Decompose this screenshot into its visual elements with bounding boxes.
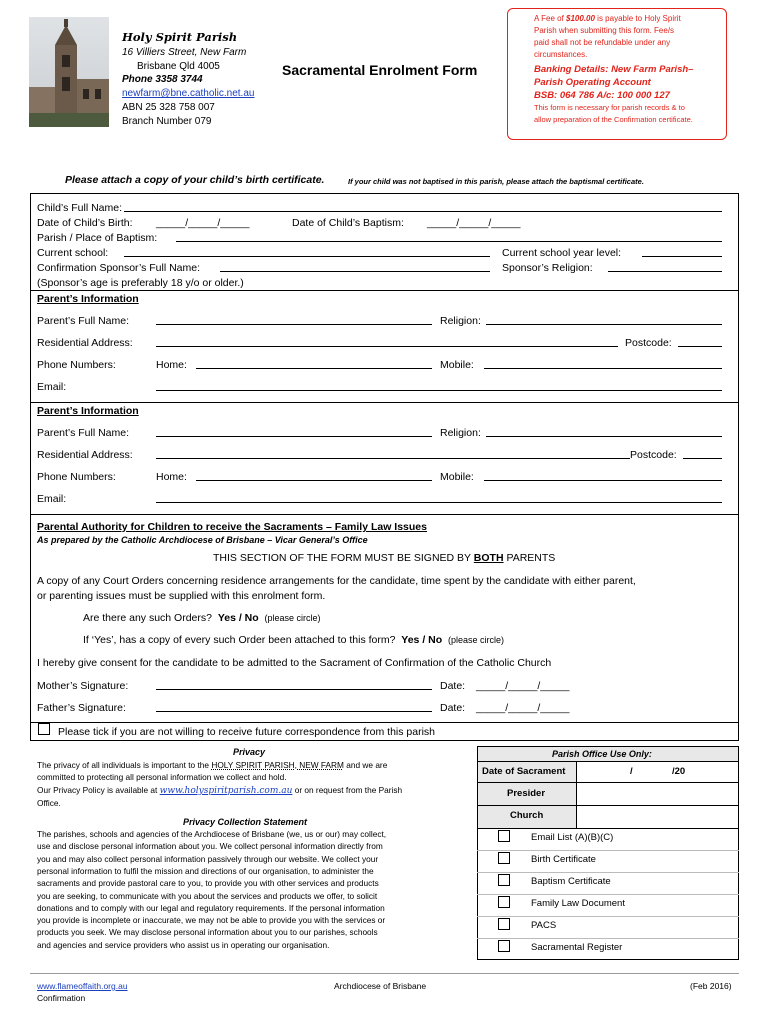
date-of-sacrament-year: /20 (672, 766, 686, 777)
parent2-name-label: Parent’s Full Name: (37, 427, 130, 439)
parent1-email-field[interactable] (156, 381, 722, 391)
baptism-date-label: Date of Child’s Baptism: (292, 217, 404, 229)
parent1-address-label: Residential Address: (37, 337, 133, 349)
parent2-home-field[interactable] (196, 471, 432, 481)
parent1-postcode-label: Postcode: (625, 337, 672, 349)
parent2-phone-label: Phone Numbers: (37, 471, 116, 483)
collection-line: you and may also collect personal information passively through our website. We collect your (37, 853, 379, 864)
parent1-home-field[interactable] (196, 359, 432, 369)
office-item-label: Email List (A)(B)(C) (531, 832, 614, 843)
collection-line: personal information to fulfil the mission and directions of our organisation, to administer the (37, 865, 374, 876)
privacy-p2-line1: Our Privacy Policy is available at www.holyspiritparish.com.au or on request from the Parish (37, 785, 403, 796)
church-photo (29, 17, 109, 127)
collection-line: The parishes, schools and agencies of the Archdiocese of Brisbane (we, us or our) may collect, (37, 829, 387, 839)
parent2-heading: Parent’s Information (37, 405, 139, 417)
father-date-field[interactable]: _____/_____/_____ (476, 702, 570, 714)
parent1-postcode-field[interactable] (678, 337, 722, 347)
parent1-email-label: Email: (37, 381, 67, 393)
authority-heading: Parental Authority for Children to receive the Sacraments – Family Law Issues (37, 521, 427, 533)
collection-line: you provide is incomplete or inaccurate, we may not be able to provide you with the services or (37, 915, 386, 926)
office-item-checkbox[interactable] (498, 896, 510, 908)
father-signature-field[interactable] (156, 702, 432, 712)
parent2-home-label: Home: (156, 471, 187, 483)
note-line2: allow preparation of the Confirmation certificate. (534, 115, 693, 124)
branch-number: Branch Number 079 (122, 116, 212, 127)
presider-label: Presider (507, 788, 546, 799)
parent2-mobile-field[interactable] (484, 471, 722, 481)
mother-date-label: Date: (440, 680, 466, 692)
collection-heading: Privacy Collection Statement (183, 817, 308, 827)
authority-subheading: As prepared by the Catholic Archdiocese of Brisbane – Vicar General’s Office (37, 535, 368, 545)
no-correspondence-label: Please tick if you are not willing to receive future correspondence from this parish (58, 726, 436, 738)
parent1-name-label: Parent’s Full Name: (37, 315, 130, 327)
parent1-home-label: Home: (156, 359, 187, 371)
office-item-checkbox[interactable] (498, 874, 510, 886)
orders-question: Are there any such Orders? Yes / No (please circle) (83, 612, 321, 624)
collection-line: sacraments and provide pastoral care to you, to provide you with other services and products (37, 878, 379, 889)
year-level-field[interactable] (642, 247, 722, 257)
privacy-p2-line2: Office. (37, 798, 61, 808)
orders-attached-question: If ‘Yes’, has a copy of every such Order been attached to this form? Yes / No (please circle) (83, 634, 505, 646)
phone: Phone 3358 3744 (122, 74, 203, 85)
banking-line2: Parish Operating Account (534, 77, 651, 88)
mother-signature-label: Mother’s Signature: (37, 680, 129, 692)
footer-sub: Confirmation (37, 993, 86, 1003)
office-item-checkbox[interactable] (498, 852, 510, 864)
privacy-p1-line2: committed to protecting all personal information we collect and hold. (37, 772, 287, 782)
parent1-name-field[interactable] (156, 315, 432, 325)
sponsor-name-field[interactable] (220, 262, 490, 272)
collection-line: you are seeking, to communicate with you about the services and products we offer, to solicit (37, 890, 378, 901)
form-title: Sacramental Enrolment Form (282, 62, 478, 78)
consent-statement: I hereby give consent for the candidate to be admitted to the Sacrament of Confirmation of the Catholic Church (37, 657, 552, 669)
footer-website[interactable]: www.flameoffaith.org.au (37, 981, 128, 991)
place-baptism-field[interactable] (176, 232, 722, 242)
office-item-label: Birth Certificate (531, 854, 596, 865)
parent1-heading: Parent’s Information (37, 293, 139, 305)
parent2-email-label: Email: (37, 493, 67, 505)
parent2-postcode-label: Postcode: (630, 449, 677, 461)
banking-line1: Banking Details: New Farm Parish– (534, 64, 694, 75)
mother-date-field[interactable]: _____/_____/_____ (476, 680, 570, 692)
sponsor-name-label: Confirmation Sponsor’s Full Name: (37, 262, 201, 274)
parent2-email-field[interactable] (156, 493, 722, 503)
court-orders-line2: or parenting issues must be supplied with this enrolment form. (37, 590, 326, 602)
parish-name: Holy Spirit Parish (122, 30, 238, 44)
court-orders-line1: A copy of any Court Orders concerning residence arrangements for the candidate, time spent by the candidate with either parent, (37, 575, 636, 587)
office-item-label: Sacramental Register (531, 942, 623, 953)
privacy-p1-line1: The privacy of all individuals is important to the HOLY SPIRIT PARISH, NEW FARM and we are (37, 760, 388, 770)
parent2-name-field[interactable] (156, 427, 432, 437)
parent2-mobile-label: Mobile: (440, 471, 474, 483)
collection-line: donations and to comply with our legal and regulatory requirements. If the personal information (37, 902, 385, 913)
parent1-mobile-field[interactable] (484, 359, 722, 369)
collection-line: and agencies and service providers who assist us in operating our organisation. (37, 939, 330, 950)
privacy-policy-link[interactable]: www.holyspiritparish.com.au (159, 786, 293, 796)
collection-line: use and disclose personal information about you. We collect personal information directly from (37, 841, 383, 852)
address-line1: 16 Villiers Street, New Farm (122, 47, 247, 58)
banking-line3: BSB: 064 786 A/c: 100 000 127 (534, 90, 670, 101)
parent2-address-label: Residential Address: (37, 449, 133, 461)
baptism-date-field[interactable]: _____/_____/_____ (427, 217, 521, 229)
collection-line: products you seek. We may disclose personal information about you to our parishes, schools (37, 927, 378, 938)
year-level-label: Current school year level: (502, 247, 622, 259)
mother-signature-field[interactable] (156, 680, 432, 690)
fee-line3: paid shall not be refundable under any (534, 38, 671, 47)
parent2-postcode-field[interactable] (683, 449, 722, 459)
sponsor-age-note: (Sponsor’s age is preferably 18 y/o or older.) (37, 277, 244, 289)
signed-both-note: THIS SECTION OF THE FORM MUST BE SIGNED BY BOTH PARENTS (213, 552, 556, 564)
parent1-religion-label: Religion: (440, 315, 481, 327)
attach-note: Please attach a copy of your child’s birth certificate. (65, 174, 325, 186)
parent1-address-field[interactable] (156, 337, 618, 347)
sponsor-religion-label: Sponsor’s Religion: (502, 262, 593, 274)
address-line2: Brisbane Qld 4005 (137, 61, 220, 72)
parent2-address-field[interactable] (156, 449, 630, 459)
footer-date: (Feb 2016) (690, 981, 732, 991)
privacy-heading: Privacy (233, 747, 266, 757)
child-full-name-label: Child’s Full Name: (37, 202, 122, 214)
school-field[interactable] (124, 247, 490, 257)
parent2-religion-label: Religion: (440, 427, 481, 439)
office-item-checkbox[interactable] (498, 940, 510, 952)
father-date-label: Date: (440, 702, 466, 714)
footer-center: Archdiocese of Brisbane (334, 981, 427, 991)
date-of-sacrament-slash: / (630, 766, 633, 777)
parent2-religion-field[interactable] (486, 427, 722, 437)
fee-line4: circumstances. (534, 50, 588, 59)
office-item-checkbox[interactable] (498, 830, 510, 842)
dob-label: Date of Child’s Birth: (37, 217, 133, 229)
parent1-religion-field[interactable] (486, 315, 722, 325)
church-label: Church (510, 810, 544, 821)
fee-line2: Parish when submitting this form. Fee/s (534, 26, 675, 35)
office-item-label: PACS (531, 920, 557, 931)
note-line1: This form is necessary for parish records & to (534, 103, 685, 112)
place-baptism-label: Parish / Place of Baptism: (37, 232, 158, 244)
attach-subnote: If your child was not baptised in this parish, please attach the baptismal certificate. (348, 177, 644, 186)
office-item-label: Baptism Certificate (531, 876, 611, 887)
date-of-sacrament-label: Date of Sacrament (482, 766, 566, 777)
no-correspondence-checkbox[interactable] (38, 723, 50, 735)
office-item-checkbox[interactable] (498, 918, 510, 930)
parent1-phone-label: Phone Numbers: (37, 359, 116, 371)
office-use-heading: Parish Office Use Only: (552, 749, 652, 759)
fee-line1: A Fee of $100.00 is payable to Holy Spirit (534, 14, 681, 23)
dob-field[interactable]: _____/_____/_____ (156, 217, 250, 229)
father-signature-label: Father’s Signature: (37, 702, 126, 714)
school-label: Current school: (37, 247, 109, 259)
sponsor-religion-field[interactable] (608, 262, 722, 272)
child-full-name-field[interactable] (124, 202, 722, 212)
email-link[interactable]: newfarm@bne.catholic.net.au (122, 88, 255, 99)
office-item-label: Family Law Document (531, 898, 625, 909)
abn: ABN 25 328 758 007 (122, 102, 215, 113)
parent1-mobile-label: Mobile: (440, 359, 474, 371)
